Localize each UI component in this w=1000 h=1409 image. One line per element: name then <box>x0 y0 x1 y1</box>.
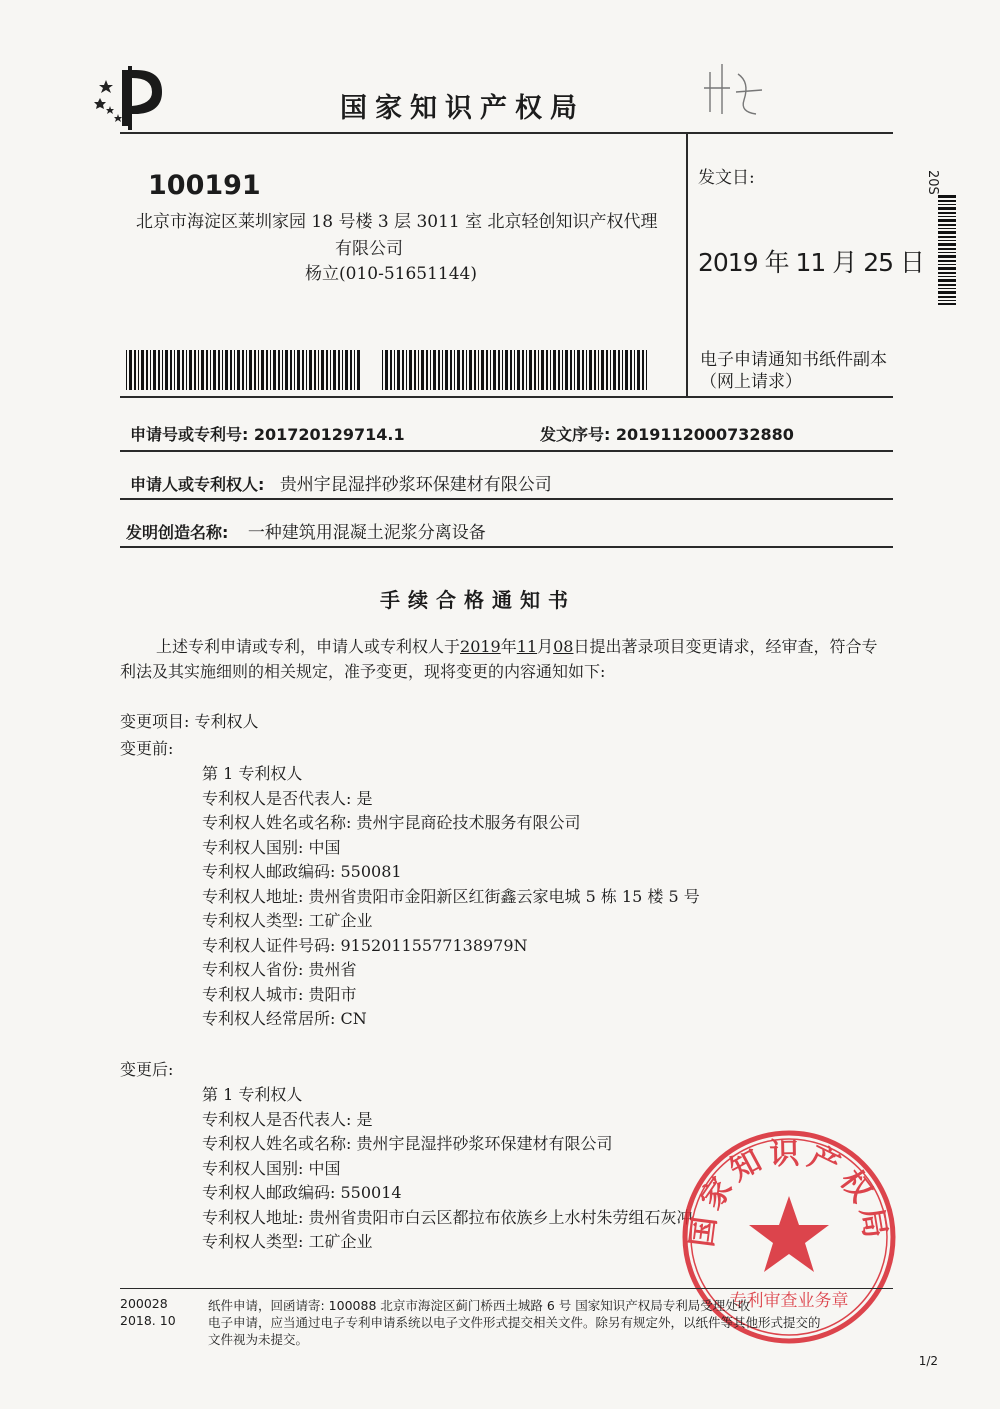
applicant-rule <box>120 498 893 500</box>
address-block-rule <box>120 396 893 398</box>
invention-rule <box>120 546 893 548</box>
document-number-row <box>540 422 794 445</box>
header-rule <box>120 132 893 134</box>
application-number-row <box>130 422 405 445</box>
change-line: 专利权人邮政编码: 550081 <box>202 862 402 881</box>
document-number-value: 2019112000732880 <box>615 425 794 444</box>
para-part-a: 上述专利申请或专利，申请人或专利权人于 <box>156 637 461 656</box>
change-line: 专利权人邮政编码: 550014 <box>202 1183 402 1202</box>
address-line-1: 北京市海淀区莱圳家园 18 号楼 3 层 3011 室 北京轻创知识产权代理 <box>136 212 658 232</box>
page-number: 1/2 <box>918 1354 938 1368</box>
notice-paragraph <box>120 634 890 684</box>
seal-star-icon <box>749 1196 829 1272</box>
application-number-value: 201720129714.1 <box>253 425 405 444</box>
notice-title: 手续合格通知书 <box>380 588 576 612</box>
date-column-divider <box>686 132 688 396</box>
postcode: 100191 <box>148 170 261 201</box>
address-line-3: 杨立(010-51651144) <box>305 264 477 284</box>
change-line: 专利权人是否代表人: 是 <box>202 1109 373 1129</box>
invention-value: 一种建筑用混凝土泥浆分离设备 <box>247 523 486 543</box>
invention-label: 发明创造名称: <box>126 523 229 542</box>
seal-inner-text: 专利审查业务章 <box>729 1291 849 1311</box>
applicant-label: 申请人或专利权人: <box>130 475 265 494</box>
applicant-value: 贵州宇昆湿拌砂浆环保建材有限公司 <box>279 475 552 495</box>
change-line: 第 1 专利权人 <box>202 764 303 783</box>
change-line: 专利权人国别: 中国 <box>202 1158 341 1178</box>
month-unit: 月 <box>537 637 554 656</box>
dispatch-date-value: 2019 年 11 月 25 日 <box>698 248 924 277</box>
cnipa-logo-icon <box>92 62 172 132</box>
change-line: 专利权人姓名或名称: 贵州宇昆湿拌砂浆环保建材有限公司 <box>202 1134 613 1153</box>
footer-line-2: 电子申请，应当通过电子专利申请系统以电子文件形式提交相关文件。除另有规定外，以纸件等其他形式提交的 <box>208 1315 821 1330</box>
change-line: 专利权人地址: 贵州省贵阳市金阳新区红街鑫云家电城 5 栋 15 楼 5 号 <box>202 886 700 906</box>
application-number-label: 申请号或专利号: <box>130 425 249 444</box>
request-day: 08 <box>553 637 574 656</box>
change-line: 第 1 专利权人 <box>202 1085 303 1104</box>
change-line: 专利权人地址: 贵州省贵阳市白云区都拉布依族乡上水村朱劳组石灰冲 <box>202 1207 693 1227</box>
notice-type: 电子申请通知书纸件副本（网上请求） <box>700 350 887 392</box>
change-line: 专利权人是否代表人: 是 <box>202 788 373 808</box>
footer-line-3: 文件视为未提交。 <box>208 1332 309 1347</box>
request-year: 2019 <box>460 637 501 656</box>
request-month: 11 <box>516 637 538 656</box>
before-label: 变更前: <box>120 739 174 758</box>
invention-row <box>126 518 486 543</box>
change-line: 专利权人城市: 贵阳市 <box>202 984 357 1004</box>
change-line: 专利权人类型: 工矿企业 <box>202 1232 373 1251</box>
document-number-label: 发文序号: <box>540 425 611 444</box>
footer-code-1: 200028 <box>120 1296 168 1311</box>
app-no-rule <box>120 450 893 452</box>
side-barcode <box>938 195 956 305</box>
change-line: 专利权人省份: 贵州省 <box>202 960 357 979</box>
after-label: 变更后: <box>120 1060 174 1079</box>
barcode-right <box>382 350 648 390</box>
change-line: 专利权人姓名或名称: 贵州宇昆商砼技术服务有限公司 <box>202 813 581 832</box>
office-title: 国家知识产权局 <box>340 93 585 124</box>
change-line: 专利权人经常居所: CN <box>202 1009 367 1028</box>
address-line-2: 有限公司 <box>335 239 403 259</box>
year-unit: 年 <box>500 637 517 656</box>
para-part-b: 日提出著录项目变更请求，经审查，符合专利法及其实施细则的相关规定，准予变更，现将变更的内容通知如下: <box>120 637 878 681</box>
seal-outer-text: 国家知识产权局 <box>684 1136 894 1250</box>
change-line: 专利权人类型: 工矿企业 <box>202 911 373 930</box>
side-code: 20S <box>925 170 940 195</box>
footer-code-2: 2018. 10 <box>120 1313 176 1328</box>
change-line: 专利权人国别: 中国 <box>202 837 341 857</box>
applicant-row <box>130 470 552 495</box>
barcode-left <box>126 350 362 390</box>
handwritten-mark <box>700 52 770 122</box>
footer-rule <box>120 1288 893 1289</box>
dispatch-date-label: 发文日: <box>698 168 755 188</box>
footer-line-1: 纸件申请，回函请寄: 100088 北京市海淀区蓟门桥西土城路 6 号 国家知识产权局专利局受理处收 <box>208 1298 751 1313</box>
change-line: 专利权人证件号码: 91520115577138979N <box>202 935 528 955</box>
change-item: 变更项目: 专利权人 <box>120 712 259 731</box>
